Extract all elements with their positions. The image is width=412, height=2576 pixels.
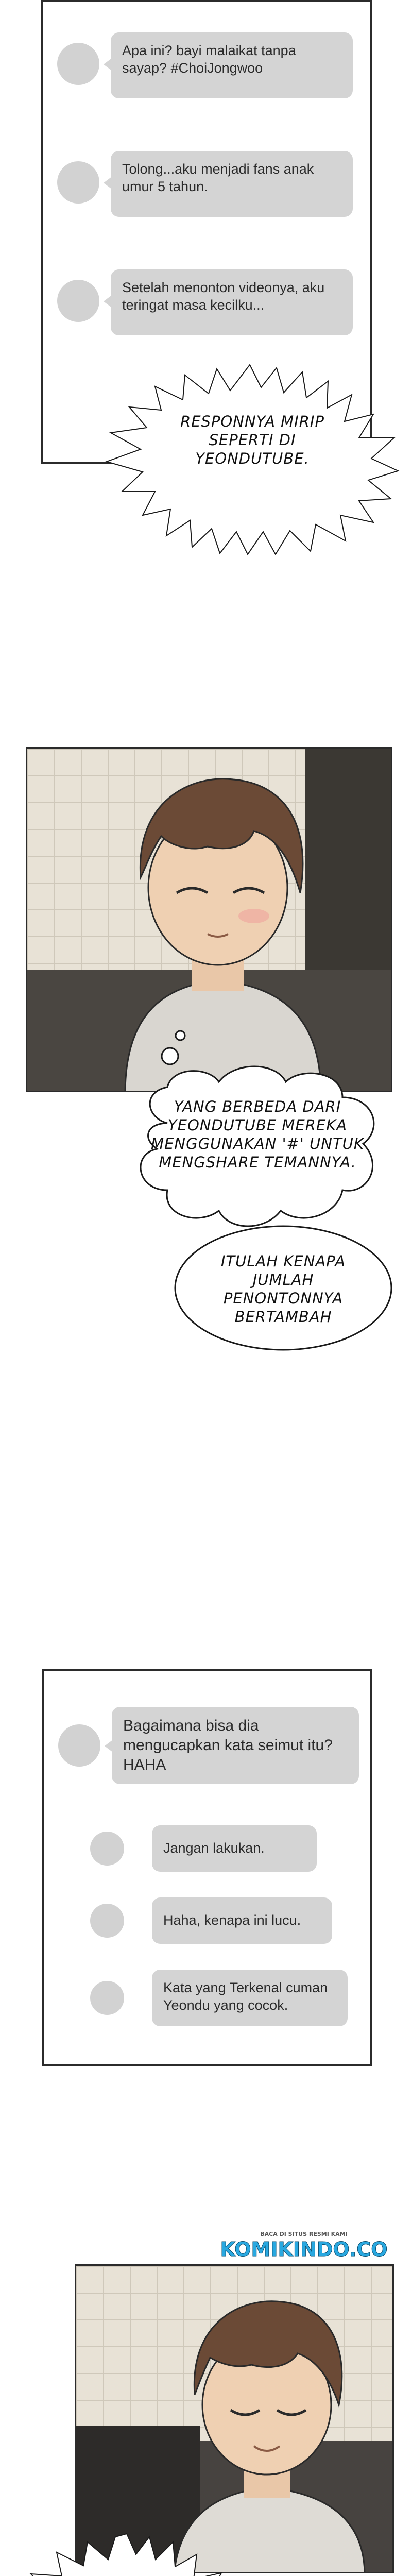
avatar	[57, 161, 99, 204]
post-bubble: Bagaimana bisa dia mengucapkan kata seimut itu? HAHA	[112, 1707, 359, 1784]
watermark-brand: KOMIKINDO.CO	[220, 2238, 388, 2261]
reply-bubble: Kata yang Terkenal cuman Yeondu yang cocok.	[152, 1970, 348, 2026]
avatar	[90, 1832, 124, 1866]
speech-text: RESPONNYA MIRIP SEPERTI DI YEONDUTUBE.	[180, 413, 324, 467]
spiky-speech-balloon	[5, 2530, 247, 2576]
avatar	[58, 1724, 100, 1767]
speech-text: ITULAH KENAPA JUMLAH PENONTONNYA BERTAMBAH	[220, 1252, 346, 1326]
comment-row	[43, 151, 370, 218]
reply-row	[44, 1897, 370, 1944]
avatar	[57, 280, 99, 322]
watermark-top-text: BACA DI SITUS RESMI KAMI	[260, 2231, 348, 2238]
avatar	[90, 1981, 124, 2015]
reply-bubble: Haha, kenapa ini lucu.	[152, 1897, 332, 1944]
speech-text: YANG BERBEDA DARI YEONDUTUBE MEREKA MENGGUNAKAN '#' UNTUK MENGSHARE TEMANNYA.	[151, 1098, 364, 1171]
reply-bubble: Jangan lakukan.	[152, 1825, 317, 1872]
post-row	[44, 1707, 370, 1784]
comment-bubble: Setelah menonton videonya, aku teringat masa kecilku...	[111, 269, 353, 335]
comment-row	[43, 269, 370, 336]
avatar	[57, 43, 99, 85]
manga-panel-scene-1	[26, 747, 392, 1092]
reply-row	[44, 1825, 370, 1872]
watermark	[211, 2231, 397, 2262]
reply-row	[44, 1970, 370, 2026]
manga-panel-scene-2	[75, 2264, 394, 2573]
character-illustration	[105, 769, 331, 1092]
comment-bubble: Apa ini? bayi malaikat tanpa sayap? #ChoiJongwoo	[111, 32, 353, 98]
avatar	[90, 1904, 124, 1938]
comment-row	[43, 32, 370, 99]
comment-bubble: Tolong...aku menjadi fans anak umur 5 tahun.	[111, 151, 353, 217]
chat-panel-2	[42, 1669, 372, 2066]
